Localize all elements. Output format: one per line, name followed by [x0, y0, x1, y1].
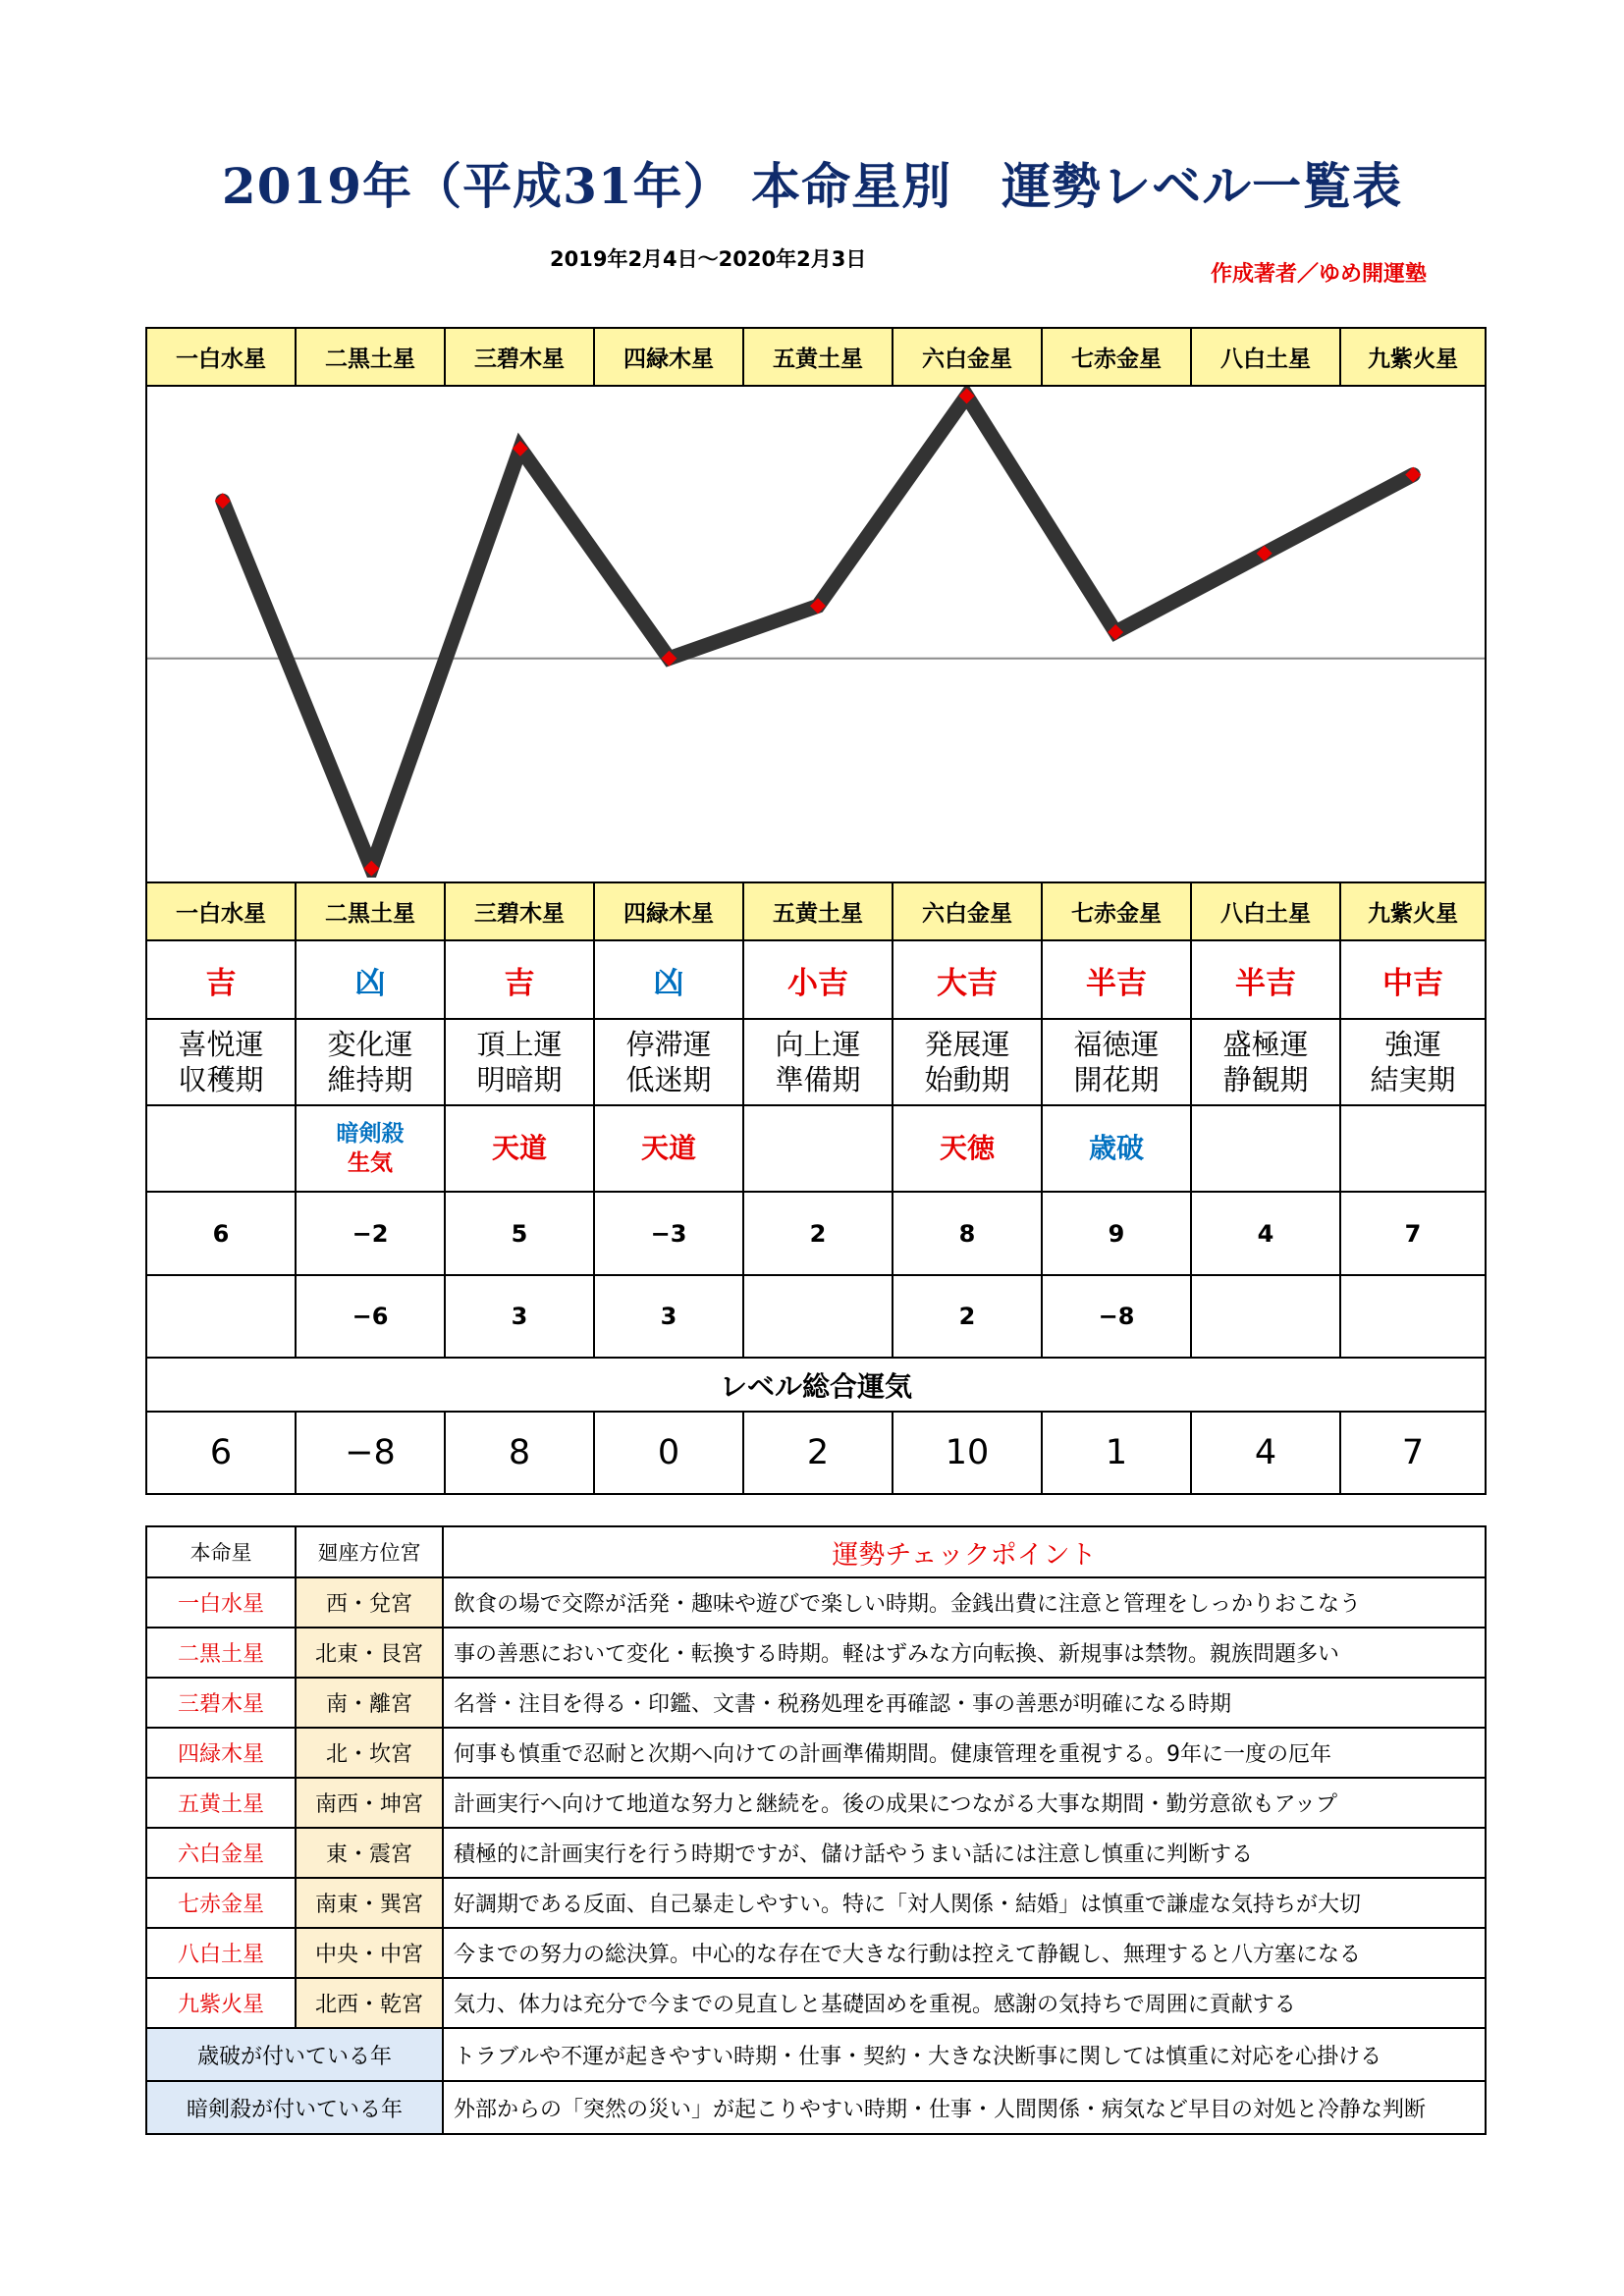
check-star: 七赤金星: [146, 1878, 296, 1928]
period-label: 2019年2月4日～2020年2月3日: [550, 247, 867, 271]
total-cell: 7: [1340, 1412, 1486, 1494]
check-palace: 南東・巽宮: [296, 1878, 443, 1928]
star-header-cell: 九紫火星: [1340, 882, 1486, 940]
author-label: 作成著者／ゆめ開運塾: [1211, 262, 1428, 287]
adjust-value-cell: 3: [594, 1275, 743, 1358]
adjust-value-cell: 3: [445, 1275, 594, 1358]
base-value-cell: 9: [1042, 1192, 1191, 1275]
fortune-cell: 凶: [594, 940, 743, 1019]
theme-line1: 福徳運: [1073, 1028, 1160, 1061]
check-palace: 南西・坤宮: [296, 1778, 443, 1828]
star-header-cell: 二黒土星: [296, 328, 445, 386]
theme-line1: 喜悦運: [178, 1028, 264, 1061]
theme-cell: [1340, 1019, 1486, 1105]
theme-line2: 開花期: [1073, 1063, 1160, 1096]
total-cell: 8: [445, 1412, 594, 1494]
check-palace: 南・離宮: [296, 1678, 443, 1728]
theme-row: [146, 1019, 1486, 1105]
chart-cell: [146, 386, 1486, 882]
check-row: [146, 1978, 1486, 2028]
base-value-cell: −2: [296, 1192, 445, 1275]
col-palace-header: 廻座方位宮: [296, 1526, 443, 1577]
theme-line1: 発展運: [924, 1028, 1010, 1061]
star-header-cell: 四緑木星: [594, 882, 743, 940]
star-header-cell: 八白土星: [1191, 328, 1340, 386]
fortune-cell: 半吉: [1191, 940, 1340, 1019]
base-value-cell: −3: [594, 1192, 743, 1275]
theme-cell: [1191, 1019, 1340, 1105]
star-header-cell: 二黒土星: [296, 882, 445, 940]
fortune-cell: 凶: [296, 940, 445, 1019]
theme-line2: 収穫期: [178, 1063, 264, 1096]
series-line: [223, 396, 1413, 868]
special-cell: [743, 1105, 893, 1192]
check-text: 気力、体力は充分で今までの見直しと基礎固めを重視。感謝の気持ちで周囲に貢献する: [443, 1978, 1486, 2028]
star-header-cell: 三碧木星: [445, 882, 594, 940]
check-text: 飲食の場で交際が活発・趣味や遊びで楽しい時期。金銭出費に注意と管理をしっかりおこなう: [443, 1577, 1486, 1628]
fortune-cell: 中吉: [1340, 940, 1486, 1019]
star-header-cell: 三碧木星: [445, 328, 594, 386]
check-row: [146, 1928, 1486, 1978]
check-text: 積極的に計画実行を行う時期ですが、儲け話やうまい話には注意し慎重に判断する: [443, 1828, 1486, 1878]
star-header-cell: 七赤金星: [1042, 328, 1191, 386]
total-cell: 2: [743, 1412, 893, 1494]
theme-line1: 盛極運: [1222, 1028, 1309, 1061]
check-star: 八白土星: [146, 1928, 296, 1978]
theme-line2: 始動期: [924, 1063, 1010, 1096]
check-text: 名誉・注目を得る・印鑑、文書・税務処理を再確認・事の善悪が明確になる時期: [443, 1678, 1486, 1728]
theme-cell: [893, 1019, 1042, 1105]
star-header-cell: 九紫火星: [1340, 328, 1486, 386]
check-text: 計画実行へ向けて地道な努力と継続を。後の成果につながる大事な期間・勤労意欲もアップ: [443, 1778, 1486, 1828]
fortune-level-table: [145, 327, 1487, 1495]
base-value-row: [146, 1192, 1486, 1275]
check-palace: 北西・乾宮: [296, 1978, 443, 2028]
star-header-bottom: [146, 882, 1486, 940]
special-cell: 歳破: [1042, 1105, 1191, 1192]
theme-line2: 準備期: [775, 1063, 861, 1096]
check-row: [146, 1577, 1486, 1628]
fortune-line-chart: [147, 387, 1485, 878]
adjust-value-cell: [146, 1275, 296, 1358]
saiha-row: [146, 2028, 1486, 2081]
special-cell: 天道: [594, 1105, 743, 1192]
check-row: [146, 1628, 1486, 1678]
special-cell: [1191, 1105, 1340, 1192]
star-header-cell: 五黄土星: [743, 328, 893, 386]
check-star: 一白水星: [146, 1577, 296, 1628]
check-row: [146, 1678, 1486, 1728]
check-star: 四緑木星: [146, 1728, 296, 1778]
adjust-value-cell: [1340, 1275, 1486, 1358]
adjust-value-cell: [1191, 1275, 1340, 1358]
special-cell: [296, 1105, 445, 1192]
fortune-cell: 吉: [445, 940, 594, 1019]
theme-line2: 結実期: [1370, 1063, 1456, 1096]
fortune-cell: 半吉: [1042, 940, 1191, 1019]
adjust-value-cell: −6: [296, 1275, 445, 1358]
theme-line2: 静観期: [1222, 1063, 1309, 1096]
special-cell: 天道: [445, 1105, 594, 1192]
theme-line2: 低迷期: [625, 1063, 712, 1096]
total-row: [146, 1412, 1486, 1494]
star-header-cell: 一白水星: [146, 882, 296, 940]
adjust-value-cell: −8: [1042, 1275, 1191, 1358]
check-star: 二黒土星: [146, 1628, 296, 1678]
special-seiki: 生気: [348, 1150, 393, 1176]
check-text: 今までの努力の総決算。中心的な存在で大きな行動は控えて静観し、無理すると八方塞になる: [443, 1928, 1486, 1978]
theme-line2: 明暗期: [476, 1063, 563, 1096]
base-value-cell: 6: [146, 1192, 296, 1275]
theme-cell: [445, 1019, 594, 1105]
base-value-cell: 5: [445, 1192, 594, 1275]
theme-line1: 変化運: [327, 1028, 413, 1061]
check-row: [146, 1728, 1486, 1778]
theme-line1: 強運: [1383, 1028, 1441, 1061]
special-cell: 天徳: [893, 1105, 1042, 1192]
saiha-label: 歳破が付いている年: [146, 2028, 443, 2081]
check-star: 五黄土星: [146, 1778, 296, 1828]
base-value-cell: 7: [1340, 1192, 1486, 1275]
star-header-cell: 一白水星: [146, 328, 296, 386]
star-header-cell: 八白土星: [1191, 882, 1340, 940]
check-text: 好調期である反面、自己暴走しやすい。特に「対人関係・結婚」は慎重で謙虚な気持ちが大切: [443, 1878, 1486, 1928]
check-row: [146, 1778, 1486, 1828]
total-cell: −8: [296, 1412, 445, 1494]
special-row: [146, 1105, 1486, 1192]
star-header-cell: 六白金星: [893, 882, 1042, 940]
total-caption: レベル総合運気: [146, 1358, 1486, 1412]
theme-cell: [594, 1019, 743, 1105]
star-header-cell: 六白金星: [893, 328, 1042, 386]
adjust-value-cell: 2: [893, 1275, 1042, 1358]
check-header-row: [146, 1526, 1486, 1577]
check-palace: 北・坎宮: [296, 1728, 443, 1778]
total-cell: 1: [1042, 1412, 1191, 1494]
special-cell: [1340, 1105, 1486, 1192]
special-ankensatsu: 暗剣殺: [336, 1121, 405, 1147]
fortune-cell: 小吉: [743, 940, 893, 1019]
adjust-value-cell: [743, 1275, 893, 1358]
check-palace: 北東・艮宮: [296, 1628, 443, 1678]
star-header-cell: 五黄土星: [743, 882, 893, 940]
check-point-table: [145, 1525, 1487, 2135]
adjust-value-row: [146, 1275, 1486, 1358]
ankensatsu-row: [146, 2081, 1486, 2134]
theme-cell: [296, 1019, 445, 1105]
col-point-header: 運勢チェックポイント: [443, 1526, 1486, 1577]
star-header-top: [146, 328, 1486, 386]
total-caption-row: [146, 1358, 1486, 1412]
page-title: 2019年（平成31年） 本命星別 運勢レベル一覧表: [221, 157, 1403, 215]
check-palace: 東・震宮: [296, 1828, 443, 1878]
theme-line2: 維持期: [327, 1063, 413, 1096]
check-palace: 中央・中宮: [296, 1928, 443, 1978]
special-cell: [146, 1105, 296, 1192]
saiha-text: トラブルや不運が起きやすい時期・仕事・契約・大きな決断事に関しては慎重に対応を心掛ける: [443, 2028, 1486, 2081]
base-value-cell: 2: [743, 1192, 893, 1275]
theme-cell: [146, 1019, 296, 1105]
ankensatsu-label: 暗剣殺が付いている年: [146, 2081, 443, 2134]
star-header-cell: 七赤金星: [1042, 882, 1191, 940]
total-cell: 10: [893, 1412, 1042, 1494]
total-cell: 4: [1191, 1412, 1340, 1494]
check-text: 何事も慎重で忍耐と次期へ向けての計画準備期間。健康管理を重視する。9年に一度の厄年: [443, 1728, 1486, 1778]
total-cell: 0: [594, 1412, 743, 1494]
check-row: [146, 1828, 1486, 1878]
check-row: [146, 1878, 1486, 1928]
fortune-cell: 大吉: [893, 940, 1042, 1019]
total-cell: 6: [146, 1412, 296, 1494]
base-value-cell: 8: [893, 1192, 1042, 1275]
fortune-cell: 吉: [146, 940, 296, 1019]
col-star-header: 本命星: [146, 1526, 296, 1577]
star-header-cell: 四緑木星: [594, 328, 743, 386]
ankensatsu-text: 外部からの「突然の災い」が起こりやすい時期・仕事・人間関係・病気など早目の対処と冷静な判断: [443, 2081, 1486, 2134]
theme-cell: [1042, 1019, 1191, 1105]
check-star: 九紫火星: [146, 1978, 296, 2028]
theme-line1: 向上運: [775, 1028, 861, 1061]
base-value-cell: 4: [1191, 1192, 1340, 1275]
check-star: 六白金星: [146, 1828, 296, 1878]
theme-cell: [743, 1019, 893, 1105]
check-text: 事の善悪において変化・転換する時期。軽はずみな方向転換、新規事は禁物。親族問題多い: [443, 1628, 1486, 1678]
check-star: 三碧木星: [146, 1678, 296, 1728]
check-palace: 西・兌宮: [296, 1577, 443, 1628]
theme-line1: 頂上運: [476, 1028, 563, 1061]
theme-line1: 停滞運: [625, 1028, 712, 1061]
fortune-row: [146, 940, 1486, 1019]
